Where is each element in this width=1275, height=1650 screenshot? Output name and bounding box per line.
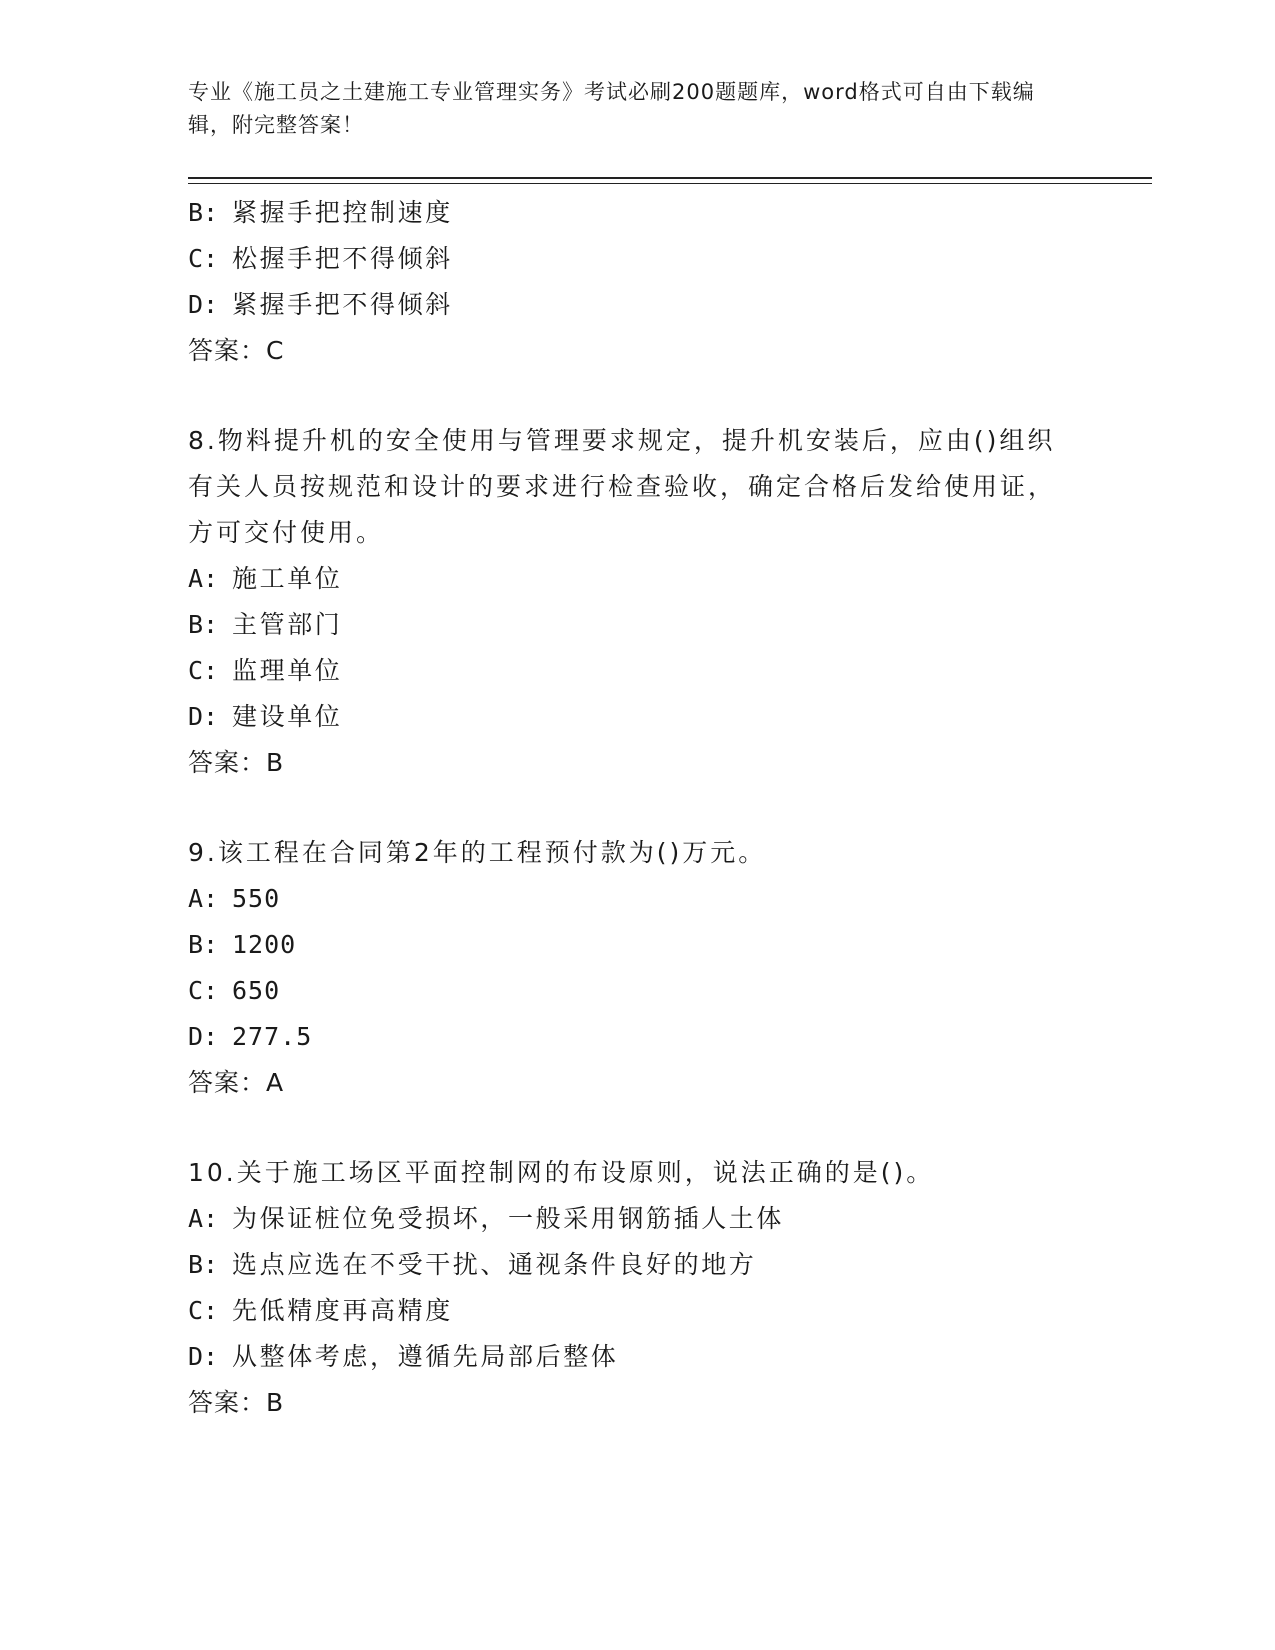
option-text: 监理单位	[232, 656, 343, 685]
option-label: C:	[188, 976, 219, 1005]
option-text: 施工单位	[232, 564, 343, 593]
header-divider-thin	[188, 183, 1152, 184]
answer-line: 答案：B	[188, 748, 285, 777]
question-stem: 8.物料提升机的安全使用与管理要求规定，提升机安装后，应由()组织有关人员按规范和设计的要求进行检查验收，确定合格后发给使用证，方可交付使用。	[188, 426, 1057, 547]
header-divider-thick	[188, 177, 1152, 179]
option-label: C:	[188, 1296, 219, 1325]
option-label: D:	[188, 1342, 219, 1371]
option-b	[188, 602, 1088, 648]
option-text: 277.5	[232, 1022, 313, 1051]
option-d	[188, 694, 1088, 740]
option-label: B:	[188, 610, 219, 639]
option-text: 550	[232, 884, 281, 913]
option-a	[188, 876, 1088, 922]
option-label: D:	[188, 290, 219, 319]
option-text: 先低精度再高精度	[232, 1296, 453, 1325]
answer-line: 答案：B	[188, 1388, 285, 1417]
question-10	[188, 1150, 1088, 1426]
option-d	[188, 1334, 1088, 1380]
option-b	[188, 190, 1088, 236]
option-label: A:	[188, 884, 219, 913]
option-a	[188, 556, 1088, 602]
question-8	[188, 418, 1088, 786]
option-b	[188, 922, 1088, 968]
option-text: 从整体考虑，遵循先局部后整体	[232, 1342, 619, 1371]
answer-line: 答案：A	[188, 1068, 285, 1097]
question-stem: 9.该工程在合同第2年的工程预付款为()万元。	[188, 838, 767, 867]
option-label: A:	[188, 564, 219, 593]
option-text: 紧握手把不得倾斜	[232, 290, 453, 319]
option-text: 主管部门	[232, 610, 343, 639]
option-d	[188, 282, 1088, 328]
option-label: C:	[188, 656, 219, 685]
option-c	[188, 1288, 1088, 1334]
option-label: B:	[188, 1250, 219, 1279]
option-label: C:	[188, 244, 219, 273]
option-text: 为保证桩位免受损坏，一般采用钢筋插人土体	[232, 1204, 785, 1233]
option-text: 紧握手把控制速度	[232, 198, 453, 227]
option-text: 松握手把不得倾斜	[232, 244, 453, 273]
option-a	[188, 1196, 1088, 1242]
option-text: 选点应选在不受干扰、通视条件良好的地方	[232, 1250, 757, 1279]
option-b	[188, 1242, 1088, 1288]
option-c	[188, 236, 1088, 282]
option-text: 1200	[232, 930, 297, 959]
option-label: D:	[188, 702, 219, 731]
option-d	[188, 1014, 1088, 1060]
option-c	[188, 648, 1088, 694]
option-label: B:	[188, 930, 219, 959]
option-text: 建设单位	[232, 702, 343, 731]
option-label: D:	[188, 1022, 219, 1051]
question-7-continued	[188, 190, 1088, 374]
question-stem: 10.关于施工场区平面控制网的布设原则，说法正确的是()。	[188, 1158, 935, 1187]
option-c	[188, 968, 1088, 1014]
question-9	[188, 830, 1088, 1106]
question-content	[188, 190, 1088, 1426]
option-label: A:	[188, 1204, 219, 1233]
answer-line: 答案：C	[188, 336, 285, 365]
option-label: B:	[188, 198, 219, 227]
option-text: 650	[232, 976, 281, 1005]
document-header: 专业《施工员之土建施工专业管理实务》考试必刷200题题库，word格式可自由下载编辑，附完整答案！	[188, 80, 1035, 137]
